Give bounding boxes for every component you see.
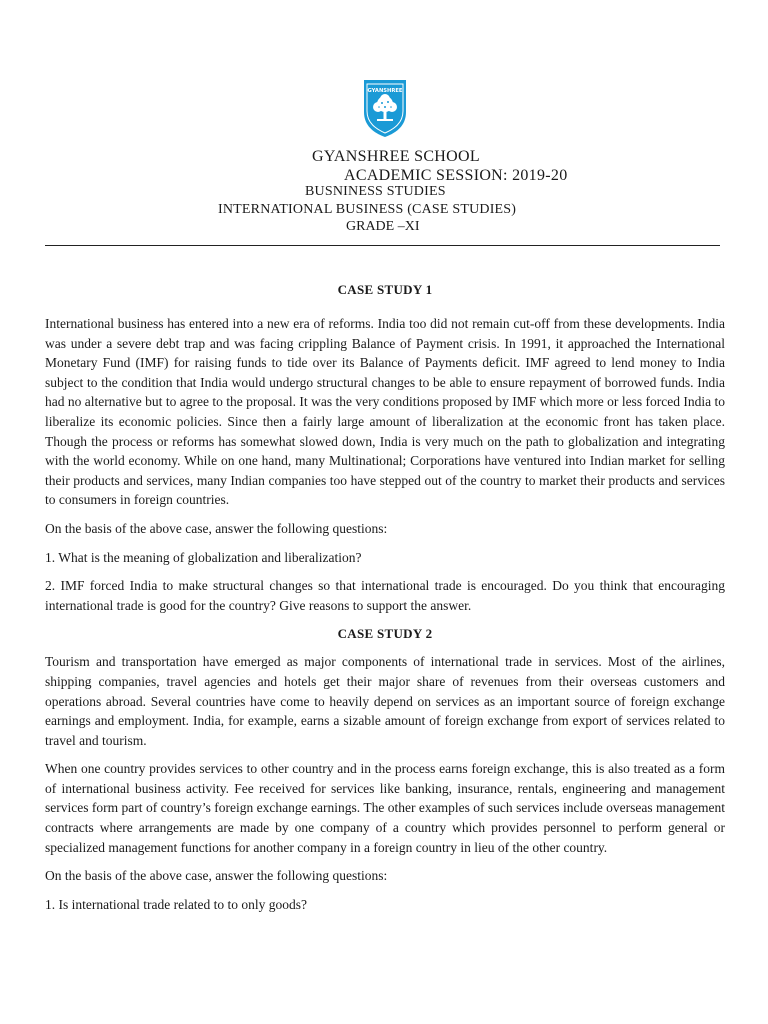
case-study-2-prompt: On the basis of the above case, answer the following questions: (45, 868, 388, 884)
grade-label: GRADE –XI (346, 219, 420, 234)
case-study-2-question-1: 1. Is international trade related to to only goods? (45, 896, 308, 912)
academic-session: ACADEMIC SESSION: 2019-20 (344, 167, 568, 184)
case-study-1-question-2: 2. IMF forced India to make structural changes so that international trade is encouraged. Do you think that encouraging international trade is good for the country? Give reasons to support the answer. (45, 578, 725, 613)
case-study-1 (45, 280, 725, 615)
case-study-1-question-1: 1. What is the meaning of globalization and liberalization? (45, 549, 362, 565)
case-study-1-paragraph: International business has entered into a new era of reforms. India too did not remain cut-off from these developments. India was under a severe debt trap and was facing crippling Balance of Payment crisis. In 1991, it approached the International Monetary Fund (IMF) for raising funds to tide over its Balance of Payments deficit. IMF agreed to lend money to India subject to the condition that India would undergo structural changes to be able to ensure repayment of borrowed funds. India had no alternative but to agree to the proposal. It was the very conditions proposed by IMF which more or less forced India to liberalize its economic policies. Since then a fairly large amount of liberalization at the economic front has taken place. Though the process or reforms has somewhat slowed down, India is very much on the path to globalization and integrating with the world economy. While on one hand, many Multinational; Corporations have ventured into Indian market for selling their products and services, many Indian companies too have stepped out of the country to market their products and services to consumers in foreign countries. (45, 316, 725, 508)
school-logo (360, 76, 410, 138)
school-name: GYANSHREE SCHOOL (312, 148, 480, 165)
case-study-2-paragraph-2: When one country provides services to other country and in the process earns foreign exchange, this is also treated as a form of international business activity. Fee received for services like banking, insurance, rentals, engineering and management services form part of country’s foreign exchange earnings. The other examples of such services include overseas management contracts where arrangements are made by one company of a country which provides personnel to perform general or specialized management functions for another company in a foreign country in lieu of the other country. (45, 761, 725, 855)
topic-title: INTERNATIONAL BUSINESS (CASE STUDIES) (218, 202, 517, 217)
logo-text: GYANSHREE (367, 88, 403, 94)
header-divider (45, 245, 720, 246)
subject-title: BUSNINESS STUDIES (305, 184, 446, 199)
case-study-2-paragraph-1: Tourism and transportation have emerged as major components of international trade in services. Most of the airlines, shipping companies, travel agencies and hotels get their major share of revenues from their overseas customers and operations abroad. Several countries have come to heavily depend on services as an important source of foreign exchange earnings and employment. India, for example, earns a sizable amount of foreign exchange from export of services related to travel and tourism. (45, 654, 725, 748)
case-study-2 (45, 624, 725, 914)
document-body (45, 280, 725, 923)
case-study-1-prompt: On the basis of the above case, answer the following questions: (45, 520, 388, 536)
case-study-2-heading: CASE STUDY 2 (337, 626, 433, 642)
case-study-1-heading: CASE STUDY 1 (337, 282, 433, 297)
